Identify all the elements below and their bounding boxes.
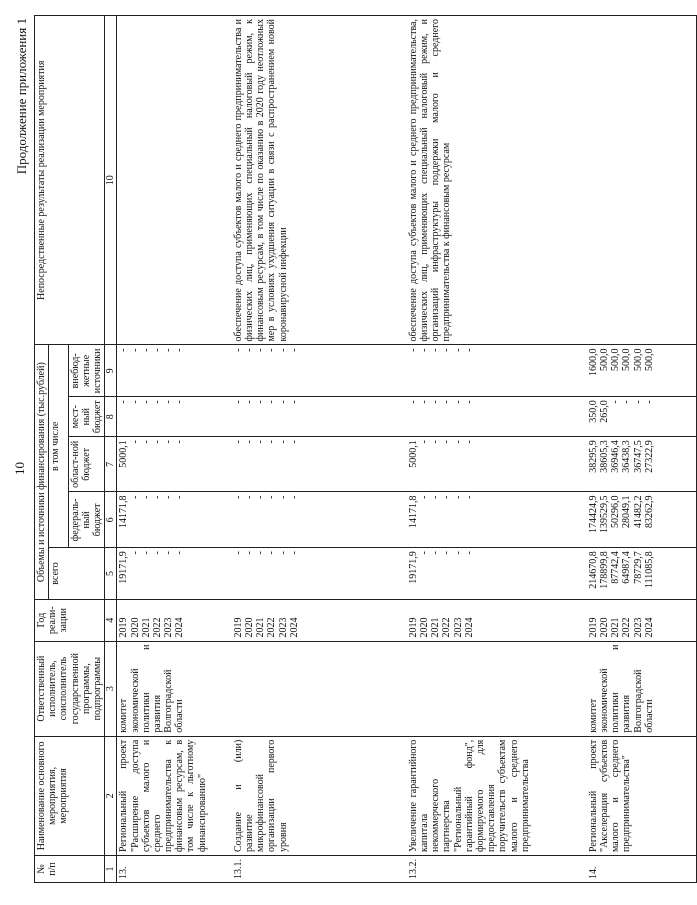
local-value: - <box>643 400 655 404</box>
regional-value: 5000,1 <box>118 440 130 468</box>
year-value: 2023 <box>163 617 175 638</box>
row-name: Региональный проект "Расширение доступа субъектов малого и среднего предпринимательства к финансовым ресурсам, в том числе к льготному финансированию" <box>117 736 232 855</box>
col-index-1: 1 <box>105 856 117 883</box>
local-value: - <box>163 400 175 404</box>
year-value: 2020 <box>244 617 255 638</box>
header-total: всего <box>49 548 105 600</box>
row-total <box>117 548 232 600</box>
col-index-4: 4 <box>105 599 117 641</box>
offbudget-value: - <box>129 348 141 352</box>
regional-value: - <box>151 440 163 444</box>
offbudget-value: 500,0 <box>621 348 633 371</box>
row-years <box>407 599 587 641</box>
federal-value: - <box>163 495 175 499</box>
row-local <box>232 397 407 437</box>
federal-value: 14171,8 <box>118 495 130 528</box>
year-value: 2023 <box>452 617 464 638</box>
regional-value: 36438,3 <box>621 440 633 473</box>
total-value: - <box>244 551 255 555</box>
regional-value: - <box>452 440 464 444</box>
year-value: 2024 <box>463 617 475 638</box>
year-value: 2020 <box>599 617 610 638</box>
table-body <box>117 16 697 883</box>
local-value: - <box>621 400 633 404</box>
local-value: - <box>129 400 141 404</box>
offbudget-value: - <box>174 348 186 352</box>
federal-value: - <box>244 495 255 499</box>
year-value: 2022 <box>621 617 633 638</box>
local-value: - <box>430 400 442 404</box>
header-responsible: Ответственный исполнитель, соисполнитель государственной программы, подпрограммы <box>35 641 105 736</box>
local-value: - <box>174 400 186 404</box>
col-index-6: 6 <box>105 492 117 548</box>
row-results: обеспечение доступа субъектов малого и среднего предпринимательства и физических лиц, применяющих специальный налоговый режим, к финансовым ресурсам, в том числе по оказанию в 2020 году неотложных мер в условиях ухудшения ситуации в связи с распространением новой коронавирусной инфекции <box>232 16 407 345</box>
row-regional <box>407 437 587 492</box>
regional-value: 5000,1 <box>407 440 419 468</box>
header-funding: Объемы и источники финансирования (тыс.рублей) <box>35 345 49 599</box>
header-local: мест-ный бюджет <box>68 397 105 437</box>
row-total <box>232 548 407 600</box>
offbudget-value: - <box>288 348 300 352</box>
federal-value: 41482,2 <box>632 495 644 528</box>
year-value: 2021 <box>140 617 152 638</box>
continuation-label: Продолжение приложения 1 <box>14 18 29 175</box>
local-value: - <box>288 400 300 404</box>
row-regional <box>117 437 232 492</box>
col-index-3: 3 <box>105 641 117 736</box>
local-value: - <box>632 400 644 404</box>
total-value: - <box>255 551 267 555</box>
federal-value: - <box>430 495 442 499</box>
offbudget-value: - <box>151 348 163 352</box>
offbudget-value: 500,0 <box>610 348 622 371</box>
year-value: 2024 <box>288 617 300 638</box>
year-value: 2022 <box>151 617 163 638</box>
header-year: Год реали-зации <box>35 599 105 641</box>
table-row <box>117 16 232 883</box>
year-value: 2019 <box>587 617 599 638</box>
header-regional: област-ной бюджет <box>68 437 105 492</box>
offbudget-value: - <box>407 348 419 352</box>
regional-value: - <box>266 440 278 444</box>
year-value: 2023 <box>632 617 644 638</box>
row-local <box>117 397 232 437</box>
federal-value: - <box>255 495 267 499</box>
total-value: 78729,7 <box>632 551 644 584</box>
year-value: 2022 <box>441 617 453 638</box>
row-total <box>587 548 697 600</box>
total-value: 19171,9 <box>407 551 419 584</box>
federal-value: 14171,8 <box>407 495 419 528</box>
row-number: 14. <box>587 856 697 883</box>
col-index-9: 9 <box>105 345 117 397</box>
regional-value: - <box>232 440 244 444</box>
header-num: № п/п <box>35 856 105 883</box>
federal-value: - <box>441 495 453 499</box>
row-name: Региональный проект "Акселерация субъектов малого и среднего предпринимательства" <box>587 736 697 855</box>
offbudget-value: - <box>118 348 130 352</box>
total-value: - <box>452 551 464 555</box>
total-value: 87742,4 <box>610 551 622 584</box>
row-federal <box>407 492 587 548</box>
row-regional <box>587 437 697 492</box>
federal-value: - <box>232 495 244 499</box>
local-value: - <box>463 400 475 404</box>
col-index-2: 2 <box>105 736 117 855</box>
offbudget-value: - <box>277 348 289 352</box>
row-years <box>587 599 697 641</box>
col-index-5: 5 <box>105 548 117 600</box>
federal-value: - <box>452 495 464 499</box>
row-regional <box>232 437 407 492</box>
offbudget-value: - <box>419 348 430 352</box>
federal-value: - <box>419 495 430 499</box>
total-value: 64987,4 <box>621 551 633 584</box>
regional-value: 38605,3 <box>599 440 610 473</box>
regional-value: 38295,9 <box>587 440 599 473</box>
row-results <box>117 16 232 345</box>
local-value: 265,0 <box>599 400 610 423</box>
row-responsible: комитет экономической политики и развития Волгоградской области <box>587 641 697 736</box>
offbudget-value: - <box>266 348 278 352</box>
total-value: - <box>441 551 453 555</box>
row-offbudget <box>117 345 232 397</box>
header-results: Непосредственные результаты реализации мероприятия <box>35 16 105 345</box>
regional-value: - <box>277 440 289 444</box>
year-value: 2024 <box>174 617 186 638</box>
row-responsible <box>232 641 407 736</box>
federal-value: - <box>288 495 300 499</box>
table-row <box>232 16 407 883</box>
local-value: - <box>452 400 464 404</box>
row-local <box>407 397 587 437</box>
federal-value: - <box>140 495 152 499</box>
offbudget-value: - <box>452 348 464 352</box>
row-total <box>407 548 587 600</box>
year-value: 2020 <box>419 617 430 638</box>
col-index-7: 7 <box>105 437 117 492</box>
year-value: 2021 <box>430 617 442 638</box>
total-value: - <box>140 551 152 555</box>
offbudget-value: - <box>163 348 175 352</box>
offbudget-value: 500,0 <box>599 348 610 371</box>
total-value: - <box>419 551 430 555</box>
offbudget-value: - <box>441 348 453 352</box>
total-value: 111085,8 <box>643 551 655 588</box>
row-federal <box>117 492 232 548</box>
row-offbudget <box>587 345 697 397</box>
header-federal: федераль-ный бюджет <box>68 492 105 548</box>
regional-value: 36747,5 <box>632 440 644 473</box>
federal-value: 174424,9 <box>587 495 599 533</box>
local-value: - <box>277 400 289 404</box>
total-value: 214670,8 <box>587 551 599 589</box>
row-name: Создание и (или) развитие микрофинансовой организации первого уровня <box>232 736 407 855</box>
total-value: - <box>463 551 475 555</box>
federal-value: - <box>129 495 141 499</box>
local-value: - <box>118 400 130 404</box>
year-value: 2019 <box>407 617 419 638</box>
row-federal <box>232 492 407 548</box>
row-number: 13. <box>117 856 232 883</box>
total-value: - <box>129 551 141 555</box>
local-value: - <box>140 400 152 404</box>
local-value: - <box>441 400 453 404</box>
federal-value: 139529,5 <box>599 495 610 533</box>
local-value: 350,0 <box>587 400 599 423</box>
regional-value: 36946,4 <box>610 440 622 473</box>
offbudget-value: - <box>463 348 475 352</box>
offbudget-value: - <box>232 348 244 352</box>
regional-value: - <box>463 440 475 444</box>
regional-value: - <box>419 440 430 444</box>
offbudget-value: 500,0 <box>643 348 655 371</box>
year-value: 2021 <box>255 617 267 638</box>
federal-value: 83262,9 <box>643 495 655 528</box>
row-local <box>587 397 697 437</box>
regional-value: - <box>430 440 442 444</box>
regional-value: - <box>129 440 141 444</box>
federal-value: - <box>266 495 278 499</box>
year-value: 2019 <box>118 617 130 638</box>
offbudget-value: - <box>244 348 255 352</box>
total-value: - <box>232 551 244 555</box>
total-value: - <box>151 551 163 555</box>
col-index-8: 8 <box>105 397 117 437</box>
local-value: - <box>419 400 430 404</box>
regional-value: - <box>441 440 453 444</box>
row-results <box>587 16 697 345</box>
total-value: - <box>288 551 300 555</box>
federal-value: 28049,1 <box>621 495 633 528</box>
local-value: - <box>266 400 278 404</box>
local-value: - <box>151 400 163 404</box>
federal-value: - <box>151 495 163 499</box>
regional-value: 27322,9 <box>643 440 655 473</box>
local-value: - <box>610 400 622 404</box>
row-results: обеспечение доступа субъектов малого и среднего предпринимательства, физических лиц, применяющих специальный налоговый режим, и организаций инфраструктуры поддержки малого и среднего предпринимательства к финансовым ресурсам <box>407 16 587 345</box>
federal-value: - <box>174 495 186 499</box>
header-incl: в том числе <box>49 345 68 548</box>
local-value: - <box>232 400 244 404</box>
program-table <box>34 15 697 883</box>
header-offbudget: внебюд-жетные источники <box>68 345 105 397</box>
row-offbudget <box>407 345 587 397</box>
offbudget-value: 1600,0 <box>587 348 599 376</box>
row-name: Увеличение гарантийного капитала некоммерческого партнерства "Региональный гарантийный фонд", формируемого для предоставления поручительств субъектам малого и среднего предпринимательства <box>407 736 587 855</box>
row-number: 13.2. <box>407 856 587 883</box>
federal-value: - <box>463 495 475 499</box>
regional-value: - <box>163 440 175 444</box>
row-number: 13.1. <box>232 856 407 883</box>
total-value: - <box>277 551 289 555</box>
local-value: - <box>244 400 255 404</box>
year-value: 2019 <box>232 617 244 638</box>
local-value: - <box>407 400 419 404</box>
row-offbudget <box>232 345 407 397</box>
row-responsible <box>407 641 587 736</box>
regional-value: - <box>288 440 300 444</box>
header-name: Наименование основного мероприятия, мероприятия <box>35 736 105 855</box>
offbudget-value: - <box>140 348 152 352</box>
row-years <box>232 599 407 641</box>
total-value: 19171,9 <box>118 551 130 584</box>
federal-value: 50296,0 <box>610 495 622 528</box>
table-row <box>587 16 697 883</box>
total-value: - <box>174 551 186 555</box>
total-value: - <box>163 551 175 555</box>
federal-value: - <box>277 495 289 499</box>
year-value: 2024 <box>643 617 655 638</box>
col-index-10: 10 <box>105 16 117 345</box>
total-value: 178899,8 <box>599 551 610 589</box>
regional-value: - <box>255 440 267 444</box>
row-years <box>117 599 232 641</box>
regional-value: - <box>174 440 186 444</box>
offbudget-value: - <box>255 348 267 352</box>
table-row <box>407 16 587 883</box>
year-value: 2021 <box>610 617 622 638</box>
row-responsible: комитет экономической политики и развития Волгоградской области <box>117 641 232 736</box>
total-value: - <box>430 551 442 555</box>
year-value: 2023 <box>277 617 289 638</box>
offbudget-value: - <box>430 348 442 352</box>
year-value: 2022 <box>266 617 278 638</box>
page-number: 10 <box>12 462 27 475</box>
regional-value: - <box>140 440 152 444</box>
offbudget-value: 500,0 <box>632 348 644 371</box>
regional-value: - <box>244 440 255 444</box>
total-value: - <box>266 551 278 555</box>
local-value: - <box>255 400 267 404</box>
row-federal <box>587 492 697 548</box>
year-value: 2020 <box>129 617 141 638</box>
